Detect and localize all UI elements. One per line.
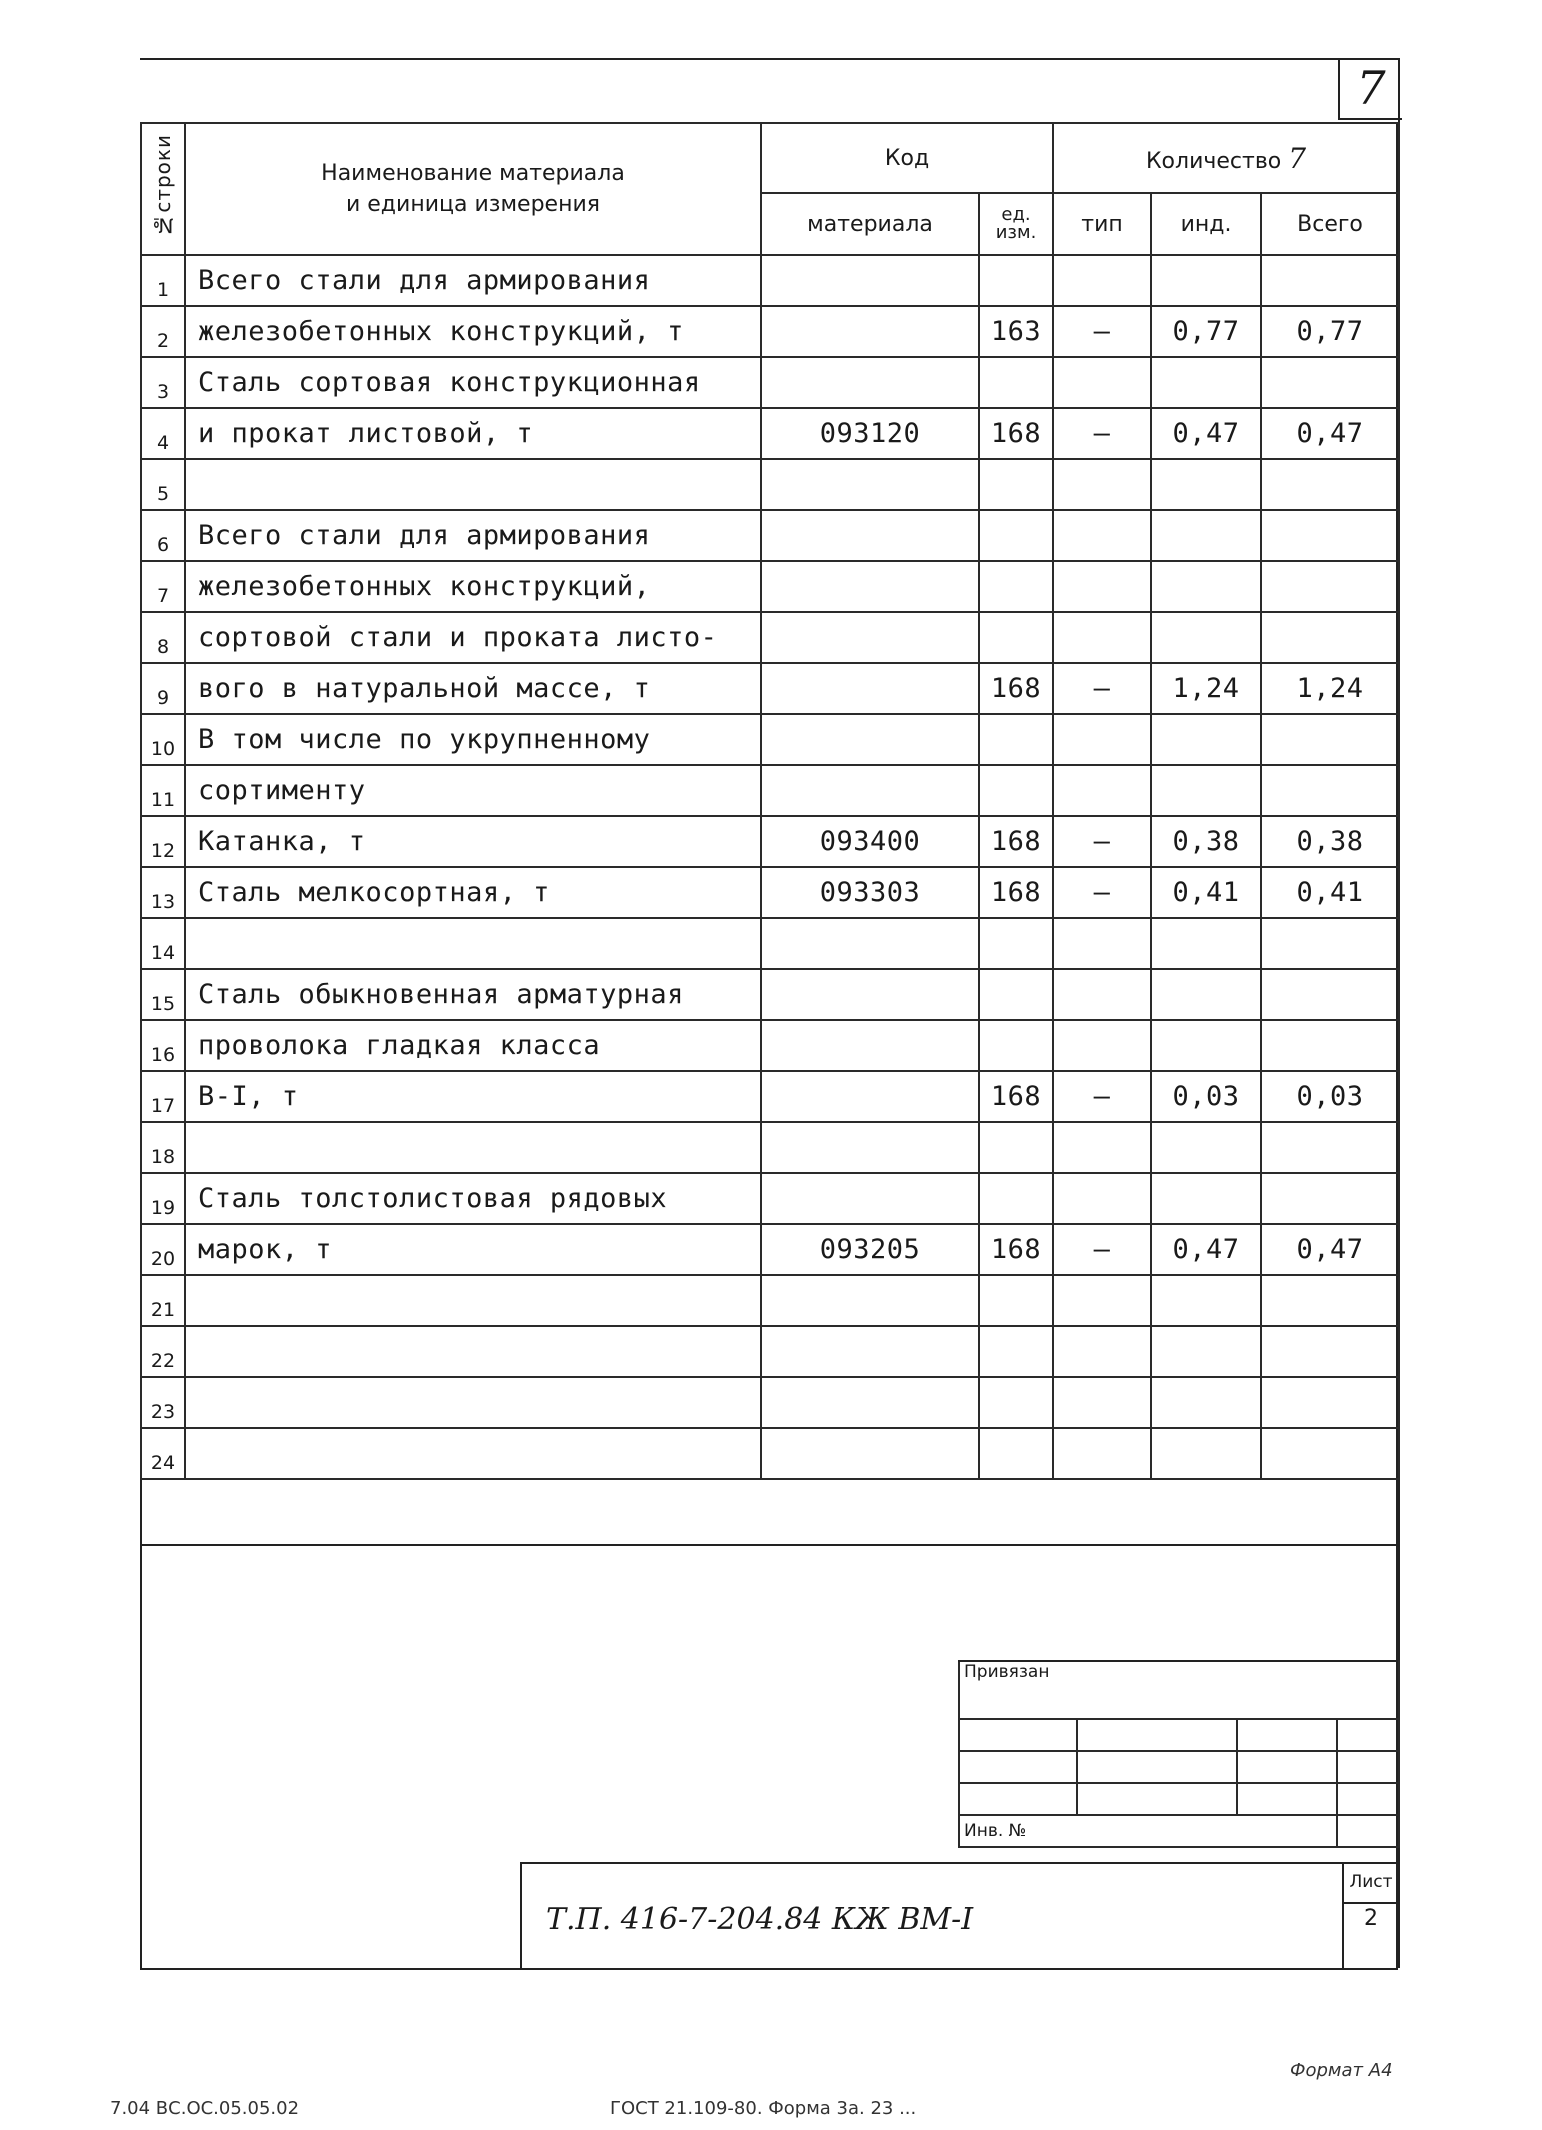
table-row	[141, 357, 1399, 408]
row-number: 22	[141, 1326, 185, 1377]
quantity-type	[1053, 1377, 1151, 1428]
table-row	[141, 1428, 1399, 1479]
quantity-total: 1,24	[1261, 663, 1399, 714]
table-row	[141, 561, 1399, 612]
material-name: и прокат листовой, т	[185, 408, 761, 459]
material-code	[761, 1377, 979, 1428]
material-name	[185, 1275, 761, 1326]
footer-left-code: 7.04 ВС.ОС.05.05.02	[110, 2098, 300, 2119]
quantity-type	[1053, 1326, 1151, 1377]
material-name	[185, 1377, 761, 1428]
quantity-total	[1261, 1326, 1399, 1377]
row-number: 11	[141, 765, 185, 816]
quantity-type	[1053, 714, 1151, 765]
quantity-ind	[1151, 1275, 1261, 1326]
material-name: В том числе по укрупненному	[185, 714, 761, 765]
material-code	[761, 306, 979, 357]
material-name: В-I, т	[185, 1071, 761, 1122]
table-row	[141, 969, 1399, 1020]
document-code: Т.П. 416-7-204.84 КЖ ВМ-I	[546, 1902, 974, 1937]
unit-code: 168	[979, 1224, 1053, 1275]
row-number: 15	[141, 969, 185, 1020]
material-code: 093400	[761, 816, 979, 867]
material-code	[761, 765, 979, 816]
quantity-ind: 0,38	[1151, 816, 1261, 867]
row-number: 5	[141, 459, 185, 510]
material-name: железобетонных конструкций, т	[185, 306, 761, 357]
top-border-line	[140, 58, 1400, 60]
material-code: 093303	[761, 867, 979, 918]
quantity-type	[1053, 255, 1151, 306]
material-name	[185, 459, 761, 510]
row-number: 6	[141, 510, 185, 561]
material-code	[761, 918, 979, 969]
table-row	[141, 1020, 1399, 1071]
stamp-cell	[1237, 1783, 1337, 1815]
unit-code	[979, 1326, 1053, 1377]
stamp-cell	[1337, 1751, 1399, 1783]
material-code	[761, 561, 979, 612]
quantity-total	[1261, 1122, 1399, 1173]
material-name	[185, 918, 761, 969]
table-bottom-line	[140, 1544, 1398, 1546]
row-number: 18	[141, 1122, 185, 1173]
row-number: 12	[141, 816, 185, 867]
quantity-ind: 1,24	[1151, 663, 1261, 714]
quantity-ind	[1151, 1326, 1261, 1377]
table-row	[141, 510, 1399, 561]
quantity-total: 0,03	[1261, 1071, 1399, 1122]
quantity-ind-header: инд.	[1151, 193, 1261, 255]
row-number: 1	[141, 255, 185, 306]
quantity-total	[1261, 1020, 1399, 1071]
material-code	[761, 1122, 979, 1173]
code-unit-header: ед. изм.	[979, 193, 1053, 255]
quantity-total: 0,47	[1261, 408, 1399, 459]
table-row	[141, 612, 1399, 663]
quantity-type	[1053, 510, 1151, 561]
quantity-total	[1261, 714, 1399, 765]
unit-code	[979, 714, 1053, 765]
sheet-box	[1342, 1862, 1398, 1968]
stamp-cell	[1337, 1719, 1399, 1751]
unit-code: 168	[979, 867, 1053, 918]
quantity-ind	[1151, 510, 1261, 561]
quantity-header	[1053, 123, 1399, 193]
row-number: 7	[141, 561, 185, 612]
quantity-type	[1053, 765, 1151, 816]
quantity-ind	[1151, 765, 1261, 816]
table-row	[141, 663, 1399, 714]
material-code	[761, 1326, 979, 1377]
quantity-ind	[1151, 357, 1261, 408]
quantity-type: –	[1053, 408, 1151, 459]
material-code	[761, 1071, 979, 1122]
material-name: Всего стали для армирования	[185, 510, 761, 561]
row-number: 16	[141, 1020, 185, 1071]
unit-code	[979, 969, 1053, 1020]
quantity-ind	[1151, 714, 1261, 765]
unit-code	[979, 1377, 1053, 1428]
quantity-type: –	[1053, 663, 1151, 714]
row-number: 19	[141, 1173, 185, 1224]
quantity-ind	[1151, 1020, 1261, 1071]
sheet-number: 2	[1364, 1906, 1378, 1931]
quantity-header-mark: 7	[1288, 141, 1307, 175]
quantity-ind: 0,03	[1151, 1071, 1261, 1122]
stamp-block	[958, 1660, 1400, 1848]
material-name-header	[185, 123, 761, 255]
quantity-total	[1261, 765, 1399, 816]
quantity-type	[1053, 1122, 1151, 1173]
table-row	[141, 918, 1399, 969]
unit-code	[979, 459, 1053, 510]
unit-code	[979, 918, 1053, 969]
table-row	[141, 255, 1399, 306]
quantity-total	[1261, 255, 1399, 306]
material-name: железобетонных конструкций,	[185, 561, 761, 612]
quantity-total	[1261, 1173, 1399, 1224]
material-code: 093120	[761, 408, 979, 459]
table-row	[141, 1071, 1399, 1122]
quantity-ind	[1151, 1122, 1261, 1173]
quantity-total: 0,77	[1261, 306, 1399, 357]
quantity-ind	[1151, 918, 1261, 969]
quantity-total	[1261, 1275, 1399, 1326]
footer-gost: ГОСТ 21.109-80. Форма 3а. 23 ...	[610, 2098, 917, 2119]
quantity-total	[1261, 510, 1399, 561]
quantity-total: 0,38	[1261, 816, 1399, 867]
material-name-header-line1: Наименование материала	[321, 161, 625, 186]
quantity-type	[1053, 561, 1151, 612]
quantity-type	[1053, 1173, 1151, 1224]
unit-code	[979, 1275, 1053, 1326]
table-row	[141, 306, 1399, 357]
quantity-type	[1053, 918, 1151, 969]
material-name: сортименту	[185, 765, 761, 816]
quantity-total	[1261, 969, 1399, 1020]
material-name: марок, т	[185, 1224, 761, 1275]
material-name: Сталь сортовая конструкционная	[185, 357, 761, 408]
material-name	[185, 1428, 761, 1479]
quantity-ind: 0,47	[1151, 1224, 1261, 1275]
table-row	[141, 765, 1399, 816]
stamp-cell	[1337, 1815, 1399, 1847]
quantity-type	[1053, 1428, 1151, 1479]
quantity-total	[1261, 1428, 1399, 1479]
material-name: Всего стали для армирования	[185, 255, 761, 306]
table-row	[141, 816, 1399, 867]
table-row	[141, 1326, 1399, 1377]
unit-code	[979, 357, 1053, 408]
quantity-type: –	[1053, 1071, 1151, 1122]
stamp-cell	[1077, 1751, 1237, 1783]
material-code	[761, 1020, 979, 1071]
row-number: 20	[141, 1224, 185, 1275]
unit-code: 168	[979, 1071, 1053, 1122]
material-name: Сталь обыкновенная арматурная	[185, 969, 761, 1020]
quantity-total	[1261, 1377, 1399, 1428]
table-row	[141, 1173, 1399, 1224]
unit-code: 168	[979, 663, 1053, 714]
material-name: Сталь толстолистовая рядовых	[185, 1173, 761, 1224]
quantity-ind	[1151, 969, 1261, 1020]
unit-code	[979, 255, 1053, 306]
stamp-cell	[1077, 1783, 1237, 1815]
material-code	[761, 1173, 979, 1224]
quantity-type	[1053, 459, 1151, 510]
sheet-label: Лист	[1344, 1862, 1398, 1904]
stamp-cell	[959, 1751, 1077, 1783]
row-number-header	[141, 123, 185, 255]
quantity-header-label: Количество	[1145, 148, 1282, 174]
quantity-type: –	[1053, 816, 1151, 867]
code-header: Код	[761, 123, 1053, 193]
stamp-cell	[1237, 1751, 1337, 1783]
quantity-total	[1261, 357, 1399, 408]
material-name: вого в натуральной массе, т	[185, 663, 761, 714]
quantity-total: 0,41	[1261, 867, 1399, 918]
table-row	[141, 1275, 1399, 1326]
row-number: 9	[141, 663, 185, 714]
row-number: 23	[141, 1377, 185, 1428]
material-code	[761, 1428, 979, 1479]
quantity-ind	[1151, 561, 1261, 612]
row-number: 3	[141, 357, 185, 408]
quantity-ind: 0,77	[1151, 306, 1261, 357]
quantity-ind: 0,41	[1151, 867, 1261, 918]
row-number: 14	[141, 918, 185, 969]
unit-code	[979, 612, 1053, 663]
quantity-ind	[1151, 459, 1261, 510]
quantity-type	[1053, 357, 1151, 408]
material-name-header-line2: и единица измерения	[345, 192, 600, 217]
stamp-inv-no: Инв. №	[959, 1815, 1337, 1847]
material-code	[761, 255, 979, 306]
row-number: 13	[141, 867, 185, 918]
quantity-total	[1261, 459, 1399, 510]
material-name	[185, 1122, 761, 1173]
quantity-type: –	[1053, 1224, 1151, 1275]
unit-code: 168	[979, 816, 1053, 867]
material-code	[761, 714, 979, 765]
material-code	[761, 612, 979, 663]
code-material-header: материала	[761, 193, 979, 255]
material-code	[761, 459, 979, 510]
stamp-attached: Привязан	[959, 1661, 1399, 1719]
material-name: сортовой стали и проката листо-	[185, 612, 761, 663]
material-name: Катанка, т	[185, 816, 761, 867]
table-row	[141, 867, 1399, 918]
materials-table	[140, 122, 1400, 1480]
table-row	[141, 1122, 1399, 1173]
unit-code	[979, 765, 1053, 816]
quantity-total	[1261, 561, 1399, 612]
title-block	[520, 1862, 1398, 1968]
table-row	[141, 714, 1399, 765]
row-number-header-label: №строки	[151, 134, 175, 238]
stamp-cell	[1077, 1719, 1237, 1751]
quantity-ind	[1151, 1377, 1261, 1428]
material-code: 093205	[761, 1224, 979, 1275]
row-number: 4	[141, 408, 185, 459]
material-name	[185, 1326, 761, 1377]
row-number: 24	[141, 1428, 185, 1479]
unit-code	[979, 1122, 1053, 1173]
material-name: проволока гладкая класса	[185, 1020, 761, 1071]
quantity-type	[1053, 1020, 1151, 1071]
material-code	[761, 969, 979, 1020]
quantity-total: 0,47	[1261, 1224, 1399, 1275]
unit-code	[979, 1173, 1053, 1224]
quantity-type: –	[1053, 306, 1151, 357]
table-row	[141, 459, 1399, 510]
row-number: 2	[141, 306, 185, 357]
stamp-cell	[959, 1783, 1077, 1815]
quantity-type: –	[1053, 867, 1151, 918]
unit-code: 163	[979, 306, 1053, 357]
quantity-ind	[1151, 1428, 1261, 1479]
table-row	[141, 408, 1399, 459]
row-number: 8	[141, 612, 185, 663]
quantity-ind: 0,47	[1151, 408, 1261, 459]
stamp-cell	[1337, 1783, 1399, 1815]
row-number: 10	[141, 714, 185, 765]
stamp-cell	[959, 1719, 1077, 1751]
unit-code	[979, 1428, 1053, 1479]
quantity-type	[1053, 1275, 1151, 1326]
table-row	[141, 1377, 1399, 1428]
unit-code	[979, 561, 1053, 612]
quantity-total	[1261, 612, 1399, 663]
material-name: Сталь мелкосортная, т	[185, 867, 761, 918]
row-number: 21	[141, 1275, 185, 1326]
material-code	[761, 510, 979, 561]
row-number: 17	[141, 1071, 185, 1122]
quantity-ind	[1151, 1173, 1261, 1224]
material-code	[761, 1275, 979, 1326]
material-code	[761, 357, 979, 408]
unit-code	[979, 1020, 1053, 1071]
table-row	[141, 1224, 1399, 1275]
unit-code: 168	[979, 408, 1053, 459]
quantity-ind	[1151, 612, 1261, 663]
page-number: 7	[1338, 58, 1402, 120]
quantity-type-header: тип	[1053, 193, 1151, 255]
stamp-cell	[1237, 1719, 1337, 1751]
material-code	[761, 663, 979, 714]
unit-code	[979, 510, 1053, 561]
format-label: Формат А4	[1290, 2060, 1393, 2081]
quantity-type	[1053, 969, 1151, 1020]
quantity-total-header: Всего	[1261, 193, 1399, 255]
quantity-ind	[1151, 255, 1261, 306]
quantity-type	[1053, 612, 1151, 663]
quantity-total	[1261, 918, 1399, 969]
